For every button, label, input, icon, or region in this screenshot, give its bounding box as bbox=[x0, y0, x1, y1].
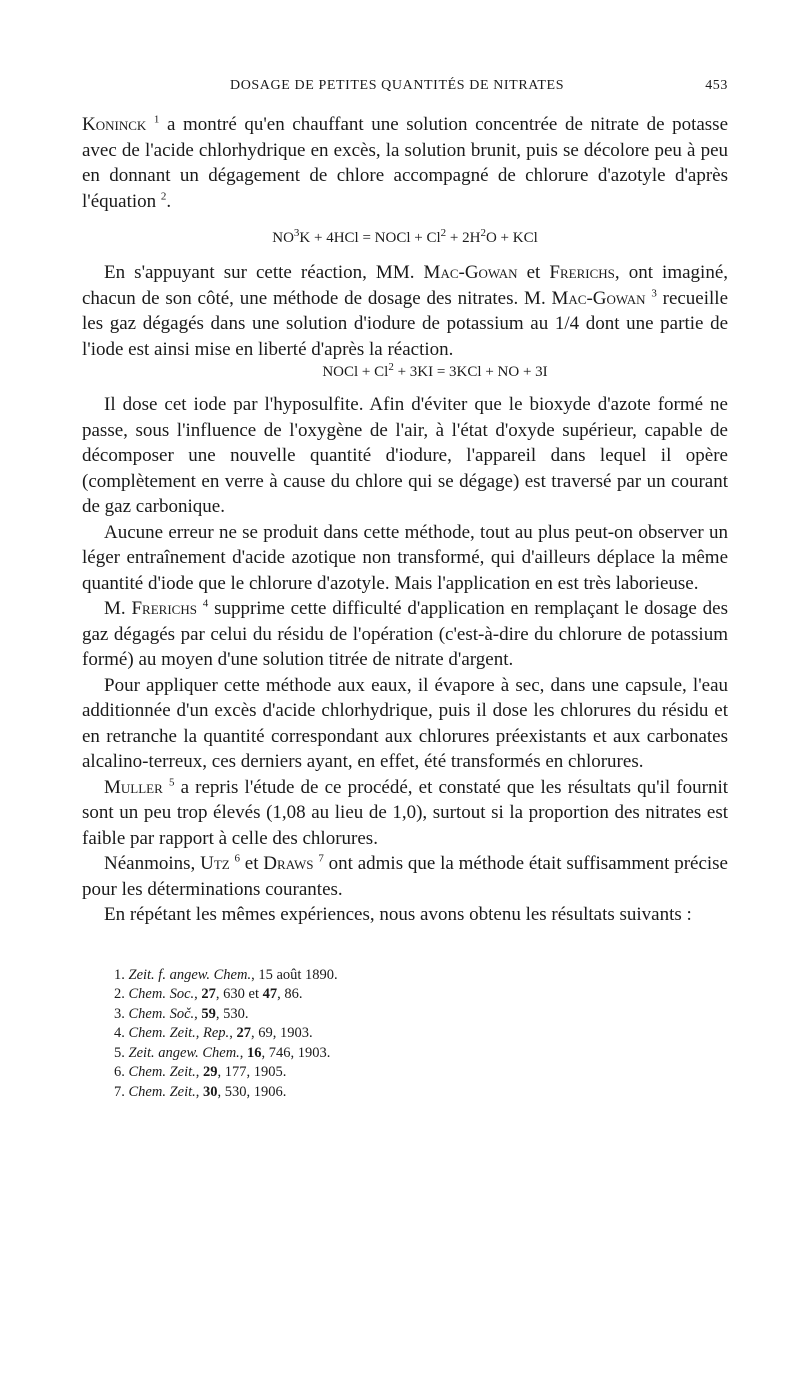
paragraph-1: Koninck $^1$ a montré qu'en chauffant une solution concentrée de nitrate de potasse avec de l'acide chlorhydrique en excès, la solution brunit, puis se décolore peu à peu en donnant un dégagement de chlore accompagné de chlorure d'azotyle d'après l'équation $^2$. bbox=[82, 113, 729, 212]
paragraph-7: Muller $^5$ a repris l'étude de ce procédé, et constaté que les résultats qu'il fournit sont un peu trop élevés (1,08 au lieu de 1,0), surtout si la proportion des nitrates est faible par rapport à celle des chlorures. bbox=[82, 776, 729, 849]
footnote-ref: 7 bbox=[318, 852, 324, 865]
paragraph-3: Il dose cet iode par l'hyposulfite. Afin d'éviter que le bioxyde d'azote formé ne passe, sous l'influence de l'oxygène de l'air, à l'état d'oxyde supérieur, capable de décomposer une nouvelle quantité d'iodure, l'appareil dans lequel il opère (complètement en verre à cause du chlore qui se dégage) est traversé par un courant de gaz carbonique. bbox=[82, 394, 728, 517]
paragraph-9: En répétant les mêmes expériences, nous avons obtenu les résultats suivants : bbox=[104, 904, 692, 925]
body-text bbox=[82, 112, 728, 928]
footnote-ref: 4 bbox=[202, 597, 209, 610]
author-koninck: Koninck bbox=[82, 114, 147, 135]
footnote-4: 4. Chem. Zeit., Rep., 27, 69, 1903. bbox=[114, 1025, 313, 1041]
footnote-1: 1. Zeit. f. angew. Chem., 15 août 1890. bbox=[114, 966, 338, 983]
author-mac-gowan: Mac-Gowan bbox=[551, 287, 646, 309]
footnote-2: 2. Chem. Soc., 27, 630 et 47, 86. bbox=[114, 986, 303, 1002]
footnote-ref: 6 bbox=[234, 852, 240, 865]
running-head bbox=[82, 78, 728, 104]
author-muller: Muller bbox=[104, 776, 163, 798]
author-mac-gowan: Mac-Gowan bbox=[423, 262, 518, 283]
equation-1: $NO^3K + 4HCl$ = NOCl + $Cl^2 + 2H^2O$ + KCl bbox=[272, 227, 538, 246]
running-title: DOSAGE DE PETITES QUANTITÉS DE NITRATES bbox=[230, 78, 565, 93]
author-utz: Utz bbox=[200, 853, 230, 874]
equation-2: NOCl + $Cl^2 + 3KI = 3KCl$ + NO + 3I bbox=[322, 361, 548, 380]
paragraph-6: Pour appliquer cette méthode aux eaux, il évapore à sec, dans une capsule, l'eau additionnée d'un excès d'acide chlorhydrique, puis il dose les chlorures du résidu et en retranche la quantité correspondant aux chlorures préexistants et aux carbonates alcalino-terreux, ces derniers ayant, en effet, été transformés en chlorures. bbox=[82, 674, 728, 772]
footnote-ref: 3 bbox=[651, 287, 657, 300]
paragraph-5: M. Frerichs $^4$ supprime cette difficulté d'application en remplaçant le dosage des gaz dégagés par celui du résidu de l'opération (c'est-à-dire du chlorure de potassium formé) au moyen d'une solution titrée de nitrate d'argent. bbox=[82, 597, 728, 670]
footnote-5: 5. Zeit. angew. Chem., 16, 746, 1903. bbox=[114, 1044, 331, 1061]
page-number: 453 bbox=[705, 78, 728, 93]
author-frerichs: Frerichs bbox=[549, 262, 615, 283]
paragraph-8: Néanmoins, Utz $^6$ et Draws $^7$ ont admis que la méthode était suffisamment précise pour les déterminations courantes. bbox=[82, 852, 728, 900]
footnote-ref: 1 bbox=[153, 113, 160, 126]
paragraph-2: En s'appuyant sur cette réaction, MM. Mac-Gowan et Frerichs, ont imaginé, chacun de son côté, une méthode de dosage des nitrates. M. Mac-Gowan $^3$ recueille les gaz dégagés dans une solution d'iodure de potassium au 1/4 dont une partie de l'iode est ainsi mise en liberté d'après la réaction. bbox=[82, 262, 729, 360]
footnote-7: 7. Chem. Zeit., 30, 530, 1906. bbox=[114, 1083, 287, 1100]
page bbox=[82, 78, 728, 1102]
paragraph-4: Aucune erreur ne se produit dans cette méthode, tout au plus peut-on observer un léger entraînement d'acide azotique non transformé, qui d'ailleurs déplace la même quantité d'iode que le chlorure d'azotyle. Mais l'application en est très laborieuse. bbox=[82, 521, 728, 594]
footnote-6: 6. Chem. Zeit., 29, 177, 1905. bbox=[114, 1064, 287, 1080]
author-draws: Draws bbox=[263, 853, 314, 874]
footnote-ref: 2 bbox=[160, 190, 167, 203]
author-frerichs: Frerichs bbox=[131, 598, 197, 619]
footnote-ref: 5 bbox=[168, 776, 175, 789]
footnote-3: 3. Chem. Soč., 59, 530. bbox=[114, 1005, 249, 1022]
footnotes bbox=[82, 966, 728, 1103]
